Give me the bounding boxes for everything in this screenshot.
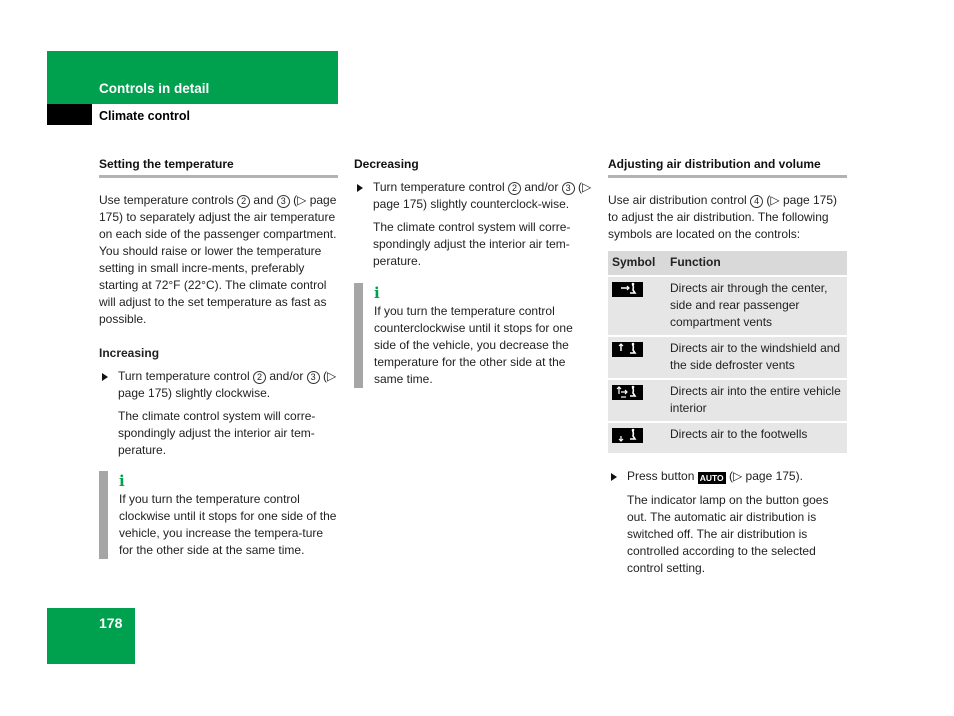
step-increase: Turn temperature control 2 and/or 3 (▷ page 175) slightly clockwise. <box>99 368 338 402</box>
bullet-arrow-icon <box>102 373 108 381</box>
heading-decreasing: Decreasing <box>354 157 419 171</box>
bullet-arrow-icon <box>611 473 617 481</box>
result-increase: The climate control system will corre-spondingly adjust the interior air tem-perature. <box>118 409 316 457</box>
marker-4: 4 <box>750 195 763 208</box>
table-header-row <box>608 251 847 275</box>
header-band <box>47 51 338 104</box>
marker-3: 3 <box>277 195 290 208</box>
note-decrease <box>354 283 594 388</box>
heading-setting-temperature: Setting the temperature <box>99 157 234 171</box>
marker-2: 2 <box>253 371 266 384</box>
symbol-table <box>608 249 847 455</box>
column-3 <box>608 157 847 577</box>
note-text: If you turn the temperature control counterclockwise until it stops for one side of the vehicle, you decrease the temperature for the other side at the same time. <box>374 304 573 386</box>
air-entire-interior-icon <box>612 385 643 400</box>
col-header-function: Function <box>666 251 847 275</box>
air-footwell-icon <box>612 428 643 443</box>
intro-air-distribution: Use air distribution control 4 (▷ page 175) to adjust the air distribution. The following symbols are located on the controls: <box>608 193 838 241</box>
col-header-symbol: Symbol <box>608 251 666 275</box>
intro-paragraph: Use temperature controls 2 and 3 (▷ page 175) to separately adjust the air temperature on each side of the passenger compartment. You should raise or lower the temperature setting in small incre-ments, preferably starting at 72°F (22°C). The climate control will adjust to the set temperature as fast as possible. <box>99 193 337 326</box>
table-row <box>608 423 847 453</box>
air-center-vents-icon <box>612 282 643 297</box>
function-cell: Directs air through the center, side and rear passenger compartment vents <box>666 277 847 335</box>
table-row <box>608 337 847 378</box>
marker-2: 2 <box>508 182 521 195</box>
air-windshield-icon <box>612 342 643 357</box>
header-marker <box>47 104 92 125</box>
column-2 <box>354 157 594 388</box>
heading-increasing: Increasing <box>99 346 160 360</box>
heading-rule <box>99 175 338 178</box>
note-bar <box>99 471 108 559</box>
page-number: 178 <box>99 615 123 631</box>
step-decrease: Turn temperature control 2 and/or 3 (▷ page 175) slightly counterclock-wise. <box>354 179 594 213</box>
heading-rule <box>608 175 847 178</box>
section-title: Controls in detail <box>99 81 210 96</box>
note-bar <box>354 283 363 388</box>
note-text: If you turn the temperature control clockwise until it stops for one side of the vehicle, you increase the tempera-ture for the other side at the same time. <box>119 492 337 557</box>
step-press-auto: Press button AUTO (▷ page 175). <box>608 468 847 485</box>
subsection-title: Climate control <box>99 109 190 123</box>
result-decrease: The climate control system will corre-spondingly adjust the interior air tem-perature. <box>373 220 571 268</box>
heading-air-distribution: Adjusting air distribution and volume <box>608 157 821 171</box>
auto-button-icon: AUTO <box>699 473 724 483</box>
table-row <box>608 380 847 421</box>
function-cell: Directs air to the footwells <box>666 423 847 453</box>
result-auto: The indicator lamp on the button goes out. The automatic air distribution is switched off. The air distribution is controlled according to the selected control setting. <box>627 493 829 575</box>
marker-2: 2 <box>237 195 250 208</box>
info-icon: i <box>119 472 125 490</box>
marker-3: 3 <box>562 182 575 195</box>
note-increase <box>99 471 338 559</box>
info-icon: i <box>374 284 380 302</box>
column-1 <box>99 157 338 559</box>
function-cell: Directs air to the windshield and the side defroster vents <box>666 337 847 378</box>
bullet-arrow-icon <box>357 184 363 192</box>
function-cell: Directs air into the entire vehicle interior <box>666 380 847 421</box>
marker-3: 3 <box>307 371 320 384</box>
table-row <box>608 277 847 335</box>
